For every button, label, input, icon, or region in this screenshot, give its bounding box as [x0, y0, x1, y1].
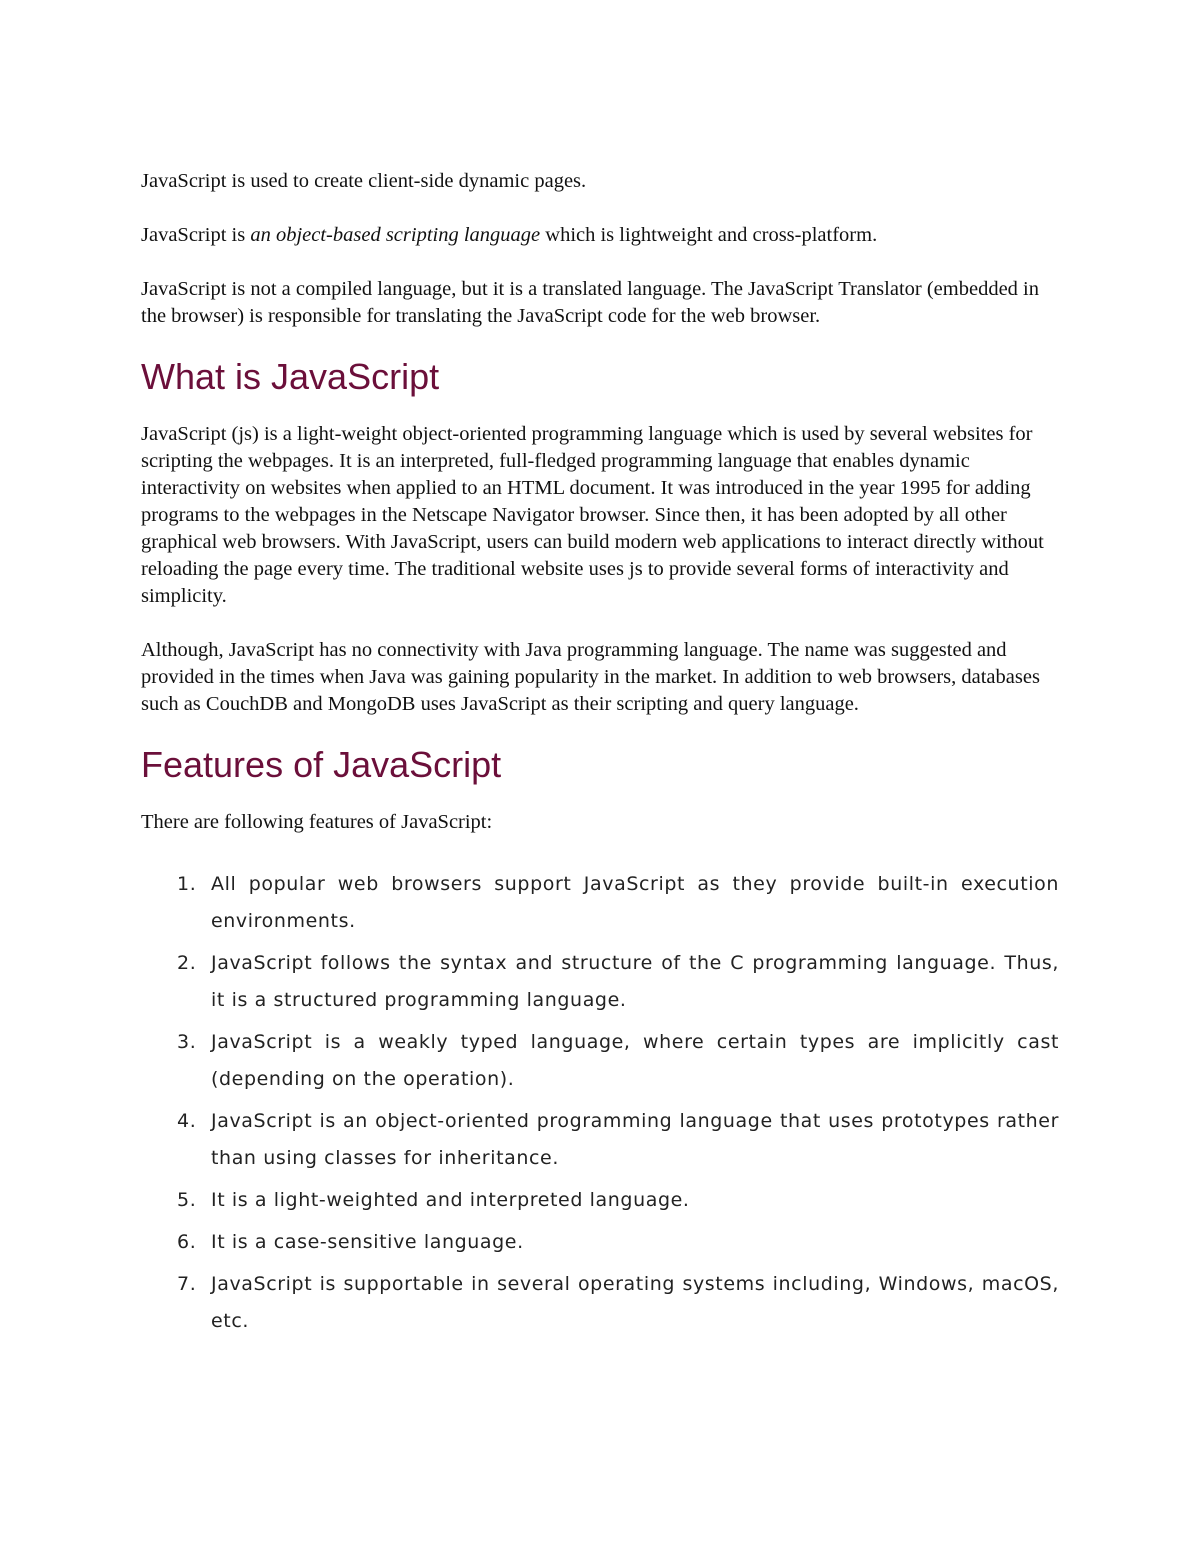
list-text: JavaScript is an object-oriented programming language that uses prototypes rather than using classes for inheritance.	[211, 1110, 1059, 1169]
list-item	[141, 945, 1059, 1019]
section-heading: Features of JavaScript	[141, 744, 502, 785]
list-number: 5.	[177, 1189, 197, 1211]
list-number: 6.	[177, 1231, 197, 1253]
list-number: 2.	[177, 952, 197, 974]
intro-paragraph	[141, 222, 1059, 249]
list-item	[141, 1103, 1059, 1177]
list-item	[141, 1266, 1059, 1340]
list-text: All popular web browsers support JavaScript as they provide built-in execution environments.	[211, 873, 1059, 932]
list-text: JavaScript is supportable in several operating systems including, Windows, macOS, etc.	[211, 1273, 1059, 1332]
list-item	[141, 1182, 1059, 1219]
list-number: 7.	[177, 1273, 197, 1295]
text: which is lightweight and cross-platform.	[540, 224, 878, 246]
intro-paragraph: JavaScript is not a compiled language, but it is a translated language. The JavaScript Translator (embedded in the browser) is responsible for translating the JavaScript code for the web browser.	[141, 278, 1039, 327]
emphasis-text: an object-based scripting language	[250, 224, 541, 246]
list-text: It is a case-sensitive language.	[211, 1231, 524, 1253]
features-list	[141, 866, 1059, 1340]
list-number: 1.	[177, 873, 197, 895]
list-item	[141, 1224, 1059, 1261]
list-text: JavaScript follows the syntax and structure of the C programming language. Thus, it is a structured programming language.	[211, 952, 1059, 1011]
list-item	[141, 1024, 1059, 1098]
section-heading: What is JavaScript	[141, 356, 440, 397]
text: JavaScript is	[141, 224, 251, 246]
list-number: 3.	[177, 1031, 197, 1053]
list-item	[141, 866, 1059, 940]
list-text: JavaScript is a weakly typed language, where certain types are implicitly cast (depending on the operation).	[211, 1031, 1059, 1090]
intro-paragraph: JavaScript is used to create client-side dynamic pages.	[141, 170, 587, 192]
body-paragraph: Although, JavaScript has no connectivity with Java programming language. The name was suggested and provided in the times when Java was gaining popularity in the market. In addition to web browsers, databases such as CouchDB and MongoDB uses JavaScript as their scripting and query language.	[141, 639, 1040, 715]
list-text: It is a light-weighted and interpreted language.	[211, 1189, 690, 1211]
body-paragraph: JavaScript (js) is a light-weight object-oriented programming language which is used by several websites for scripting the webpages. It is an interpreted, full-fledged programming language that enables dynamic interactivity on websites when applied to an HTML document. It was introduced in the year 1995 for adding programs to the webpages in the Netscape Navigator browser. Since then, it has been adopted by all other graphical web browsers. With JavaScript, users can build modern web applications to interact directly without reloading the page every time. The traditional website uses js to provide several forms of interactivity and simplicity.	[141, 423, 1044, 607]
list-intro: There are following features of JavaScript:	[141, 811, 493, 833]
document-page	[141, 168, 1059, 1345]
list-number: 4.	[177, 1110, 197, 1132]
